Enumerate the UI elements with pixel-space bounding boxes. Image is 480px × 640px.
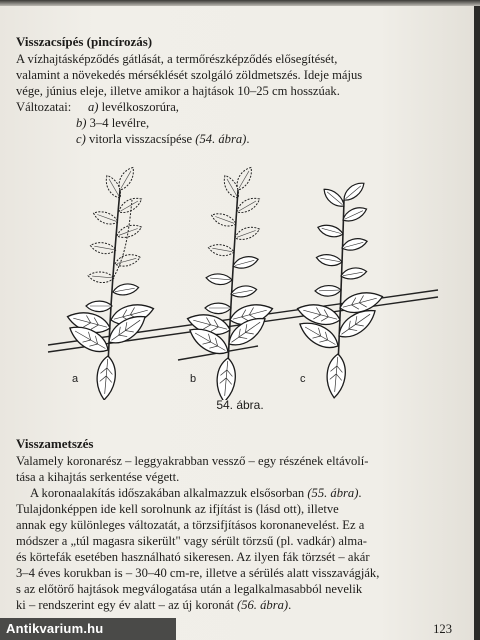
variant-b-text: 3–4 levélre, xyxy=(89,116,150,130)
variant-b xyxy=(76,115,149,131)
figure-ref-56: (56. ábra) xyxy=(237,598,289,612)
watermark-logo: Antikvarium.hu xyxy=(0,618,176,640)
variant-c-letter: c) xyxy=(76,132,86,146)
plant-c xyxy=(295,179,385,399)
line-text: ki – rendszerint egy év alatt – az új koronát xyxy=(16,598,238,612)
variant-b-letter: b) xyxy=(76,116,87,130)
variant-c-tail: . xyxy=(246,132,250,146)
section-heading-pinching: Visszacsípés (pincírozás) xyxy=(16,34,153,49)
cutting-para2-line-8 xyxy=(16,597,460,613)
cutting-para2-line-6: 3–4 éves korukban is – 30–40 cm-re, illetve a sérülés alatt visszavágják, xyxy=(16,566,380,580)
section-heading-cutting-back: Visszametszés xyxy=(16,436,94,451)
cutting-para2-line-5: és körtefák esetében használható sikeresen. Az ilyen fák törzsét – akár xyxy=(16,550,370,564)
plant-b xyxy=(185,165,275,400)
panel-label-a: a xyxy=(72,373,79,385)
line-tail: . xyxy=(288,598,292,612)
cutting-para1-line-2: tása a kihajtás serkentése végett. xyxy=(16,470,180,484)
cutting-para2-line-2: Tulajdonképpen ide kell sorolnunk az ifjítást is (lásd ott), illetve xyxy=(16,502,339,516)
cutting-para2-line-7: s az előtörő hajtások megválogatása után a legalkalmasabból nevelik xyxy=(16,582,363,596)
pinching-line-1: A vízhajtásképződés gátlását, a termőrészképződés elősegítését, xyxy=(16,52,338,66)
variant-a-letter: a) xyxy=(88,100,99,114)
page-number: 123 xyxy=(433,622,452,636)
panel-label-b: b xyxy=(190,373,197,385)
variant-c-text: vitorla visszacsípése xyxy=(88,132,193,146)
line-tail: . xyxy=(358,486,362,500)
cutting-para2-line-4: módszer a „túl magasra sikerült" vagy sérült törzsű (pl. vadkár) alma- xyxy=(16,534,367,548)
panel-label-c: c xyxy=(300,373,306,385)
figure-ref-55: (55. ábra) xyxy=(307,486,359,500)
pinching-line-2: valamint a növekedés mérséklését szolgáló zöldmetszés. Ideje május xyxy=(16,68,363,82)
plant-a xyxy=(65,165,156,400)
variant-c-figure-ref: (54. ábra) xyxy=(195,132,247,146)
figure-caption: 54. ábra. xyxy=(216,398,264,412)
variant-a xyxy=(88,99,179,115)
variants-label: Változatai: xyxy=(16,100,72,114)
variant-a-text: levélkoszorúra, xyxy=(101,100,179,114)
line-text: A koronaalakítás időszakában alkalmazzuk elsősorban xyxy=(30,486,308,500)
figure-54-illustration xyxy=(28,160,448,400)
cutting-para2-line-3: annak egy különleges változatát, a törzsifjításos koronanevelést. Ez a xyxy=(16,518,365,532)
cutting-para1-line-1: Valamely koronarész – leggyakrabban vessző – egy részének eltávolí- xyxy=(16,454,369,468)
variant-c xyxy=(76,131,250,147)
pinching-line-3: vége, június eleje, illetve amikor a hajtások 10–25 cm hosszúak. xyxy=(16,84,340,98)
cutting-para2-line-1 xyxy=(16,485,460,501)
page-top-edge xyxy=(0,0,480,6)
